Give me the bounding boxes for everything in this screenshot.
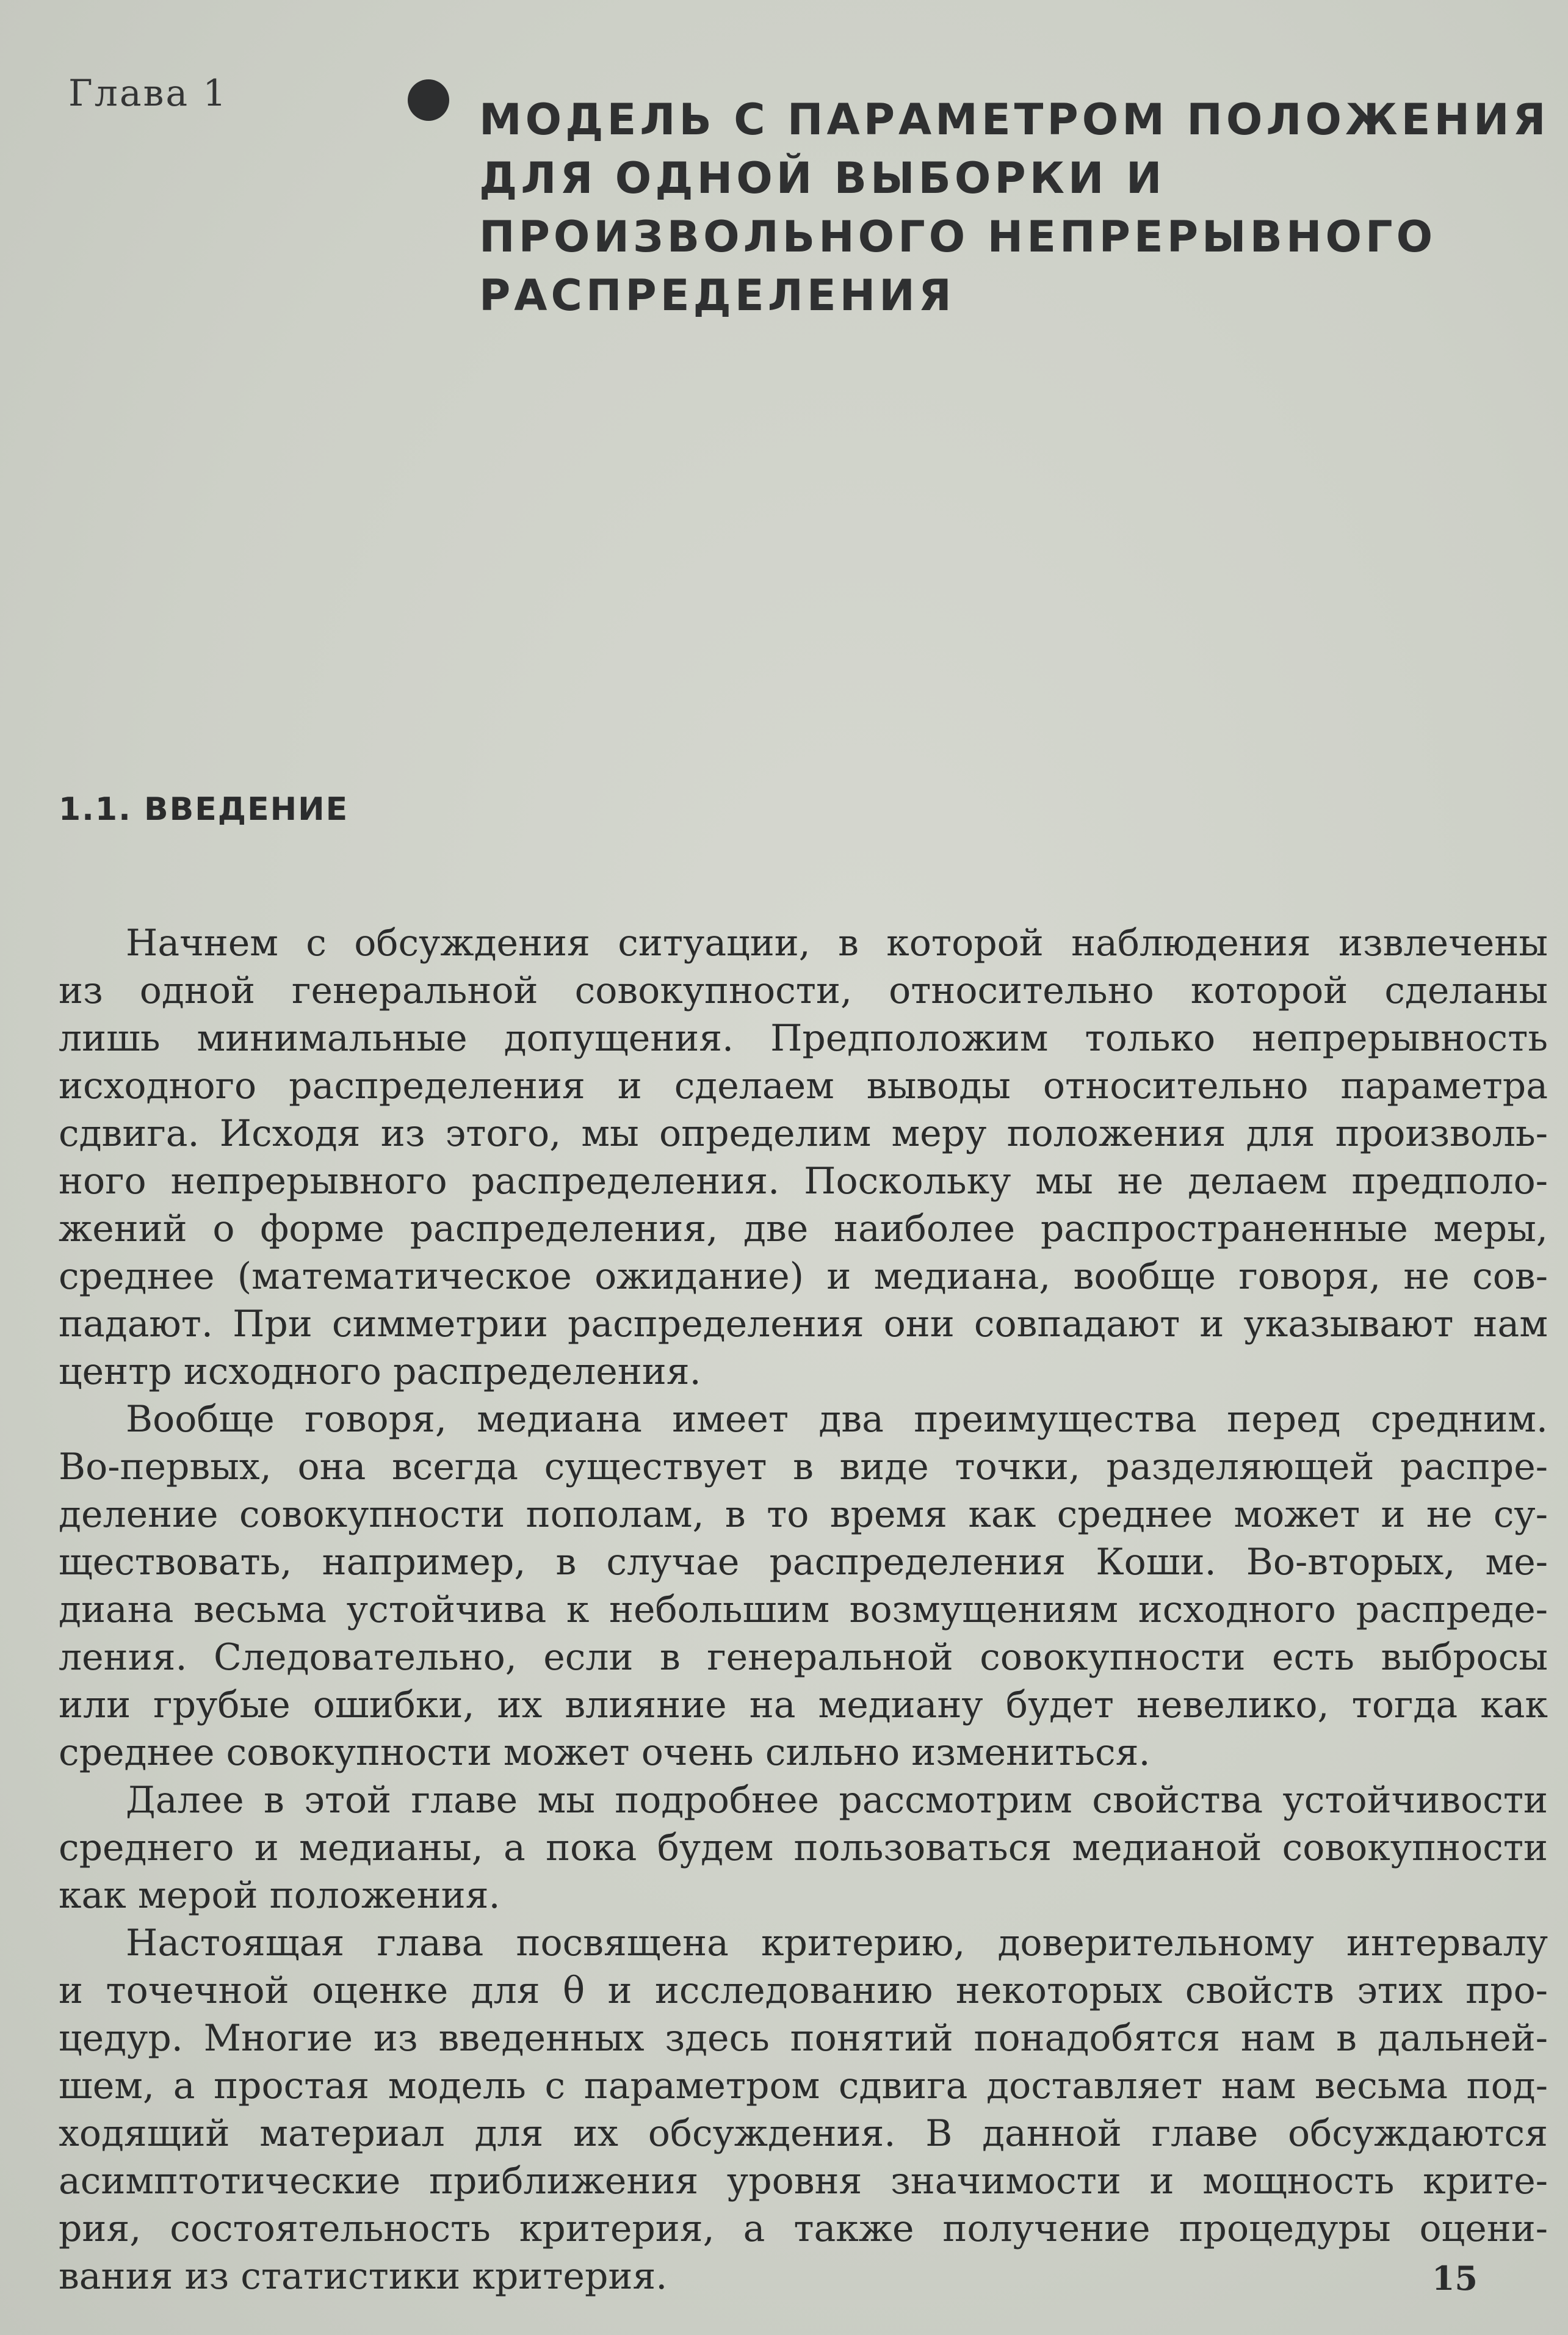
page-number: 15 (1431, 2259, 1478, 2298)
text-line: среднее (математическое ожидание) и медиана, вообще говоря, не сов- (59, 1255, 1548, 1298)
text-line: деление совокупности пополам, в то время как среднее может и не су- (59, 1493, 1548, 1536)
text-line: вания из статистики критерия. (59, 2255, 668, 2298)
section-heading: 1.1. ВВЕДЕНИЕ (59, 791, 349, 828)
text-line: исходного распределения и сделаем выводы относительно параметра (59, 1065, 1548, 1107)
text-line: Далее в этой главе мы подробнее рассмотрим свойства устойчивости (126, 1779, 1548, 1822)
text-line: падают. При симметрии распределения они совпадают и указывают нам (59, 1303, 1548, 1345)
text-line: жений о форме распределения, две наиболее распространенные меры, (59, 1207, 1548, 1250)
text-line: Начнем с обсуждения ситуации, в которой наблюдения извлечены (126, 922, 1548, 965)
text-line: ного непрерывного распределения. Поскольку мы не делаем предполо- (59, 1160, 1548, 1203)
text-line: Вообще говоря, медиана имеет два преимущества перед средним. (126, 1398, 1548, 1441)
chapter-title-line: ПРОИЗВОЛЬНОГО НЕПРЕРЫВНОГО (479, 212, 1437, 262)
paragraph (59, 1776, 1548, 1919)
text-line: ления. Следовательно, если в генеральной совокупности есть выбросы (59, 1636, 1548, 1679)
text-line: или грубые ошибки, их влияние на медиану будет невелико, тогда как (59, 1684, 1548, 1726)
paragraph (59, 1396, 1548, 1776)
text-line: как мерой положения. (59, 1874, 500, 1917)
paragraph (59, 919, 1548, 1396)
text-line: сдвига. Исходя из этого, мы определим меру положения для произволь- (59, 1112, 1548, 1155)
text-line: диана весьма устойчива к небольшим возмущениям исходного распреде- (59, 1588, 1548, 1631)
chapter-title (479, 90, 1550, 325)
chapter-label: Глава 1 (68, 72, 228, 115)
text-line: Настоящая глава посвящена критерию, доверительному интервалу (126, 1922, 1548, 1964)
text-line: ходящий материал для их обсуждения. В данной главе обсуждаются (59, 2112, 1548, 2155)
text-line: лишь минимальные допущения. Предположим только непрерывность (59, 1017, 1548, 1060)
text-line: и точечной оценке для θ и исследованию некоторых свойств этих про- (59, 1969, 1548, 2012)
text-line: среднее совокупности может очень сильно измениться. (59, 1731, 1151, 1774)
text-line: ществовать, например, в случае распределения Коши. Во-вторых, ме- (59, 1541, 1548, 1584)
text-line: из одной генеральной совокупности, относительно которой сделаны (59, 969, 1548, 1012)
chapter-bullet-icon (408, 79, 449, 121)
text-line: Во-первых, она всегда существует в виде точки, разделяющей распре- (59, 1446, 1548, 1488)
chapter-title-line: РАСПРЕДЕЛЕНИЯ (479, 270, 955, 320)
text-line: центр исходного распределения. (59, 1350, 701, 1393)
body-text (59, 919, 1548, 2300)
chapter-title-line: МОДЕЛЬ С ПАРАМЕТРОМ ПОЛОЖЕНИЯ (479, 95, 1550, 145)
paragraph (59, 1919, 1548, 2300)
text-line: цедур. Многие из введенных здесь понятий понадобятся нам в дальней- (59, 2017, 1548, 2060)
text-line: асимптотические приближения уровня значимости и мощность крите- (59, 2160, 1548, 2203)
text-line: среднего и медианы, а пока будем пользоваться медианой совокупности (59, 1826, 1548, 1869)
chapter-title-line: ДЛЯ ОДНОЙ ВЫБОРКИ И (479, 153, 1166, 203)
text-line: рия, состоятельность критерия, а также получение процедуры оцени- (59, 2207, 1548, 2250)
text-line: шем, а простая модель с параметром сдвига доставляет нам весьма под- (59, 2065, 1548, 2107)
